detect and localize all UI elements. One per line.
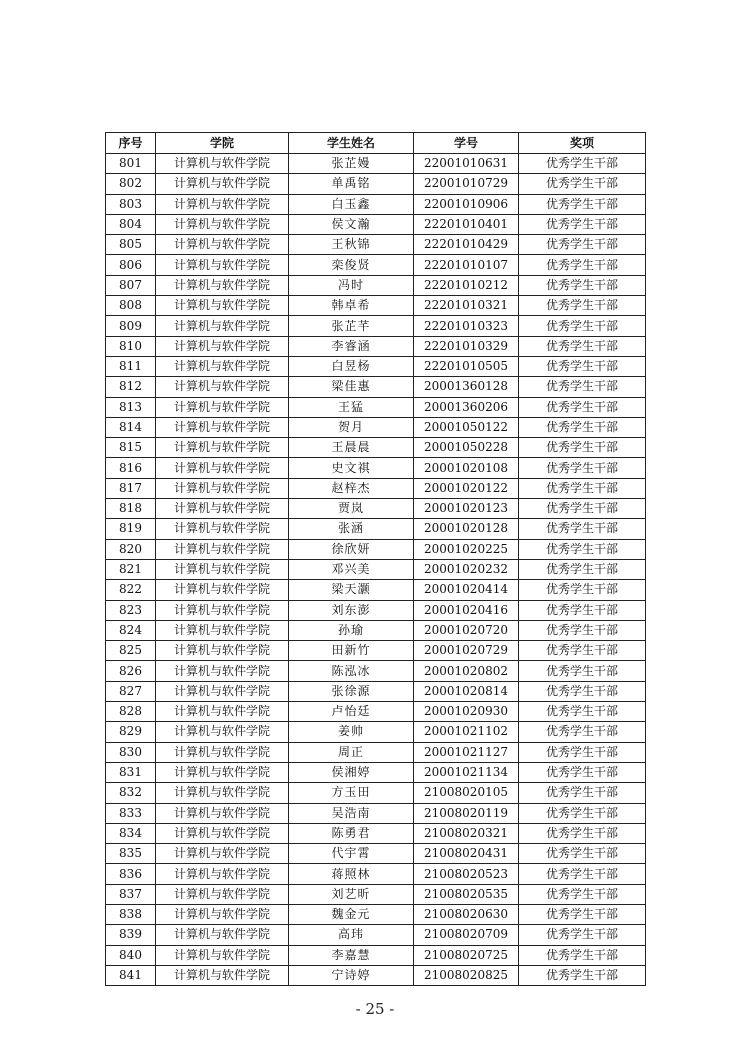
cell-college: 计算机与软件学院 xyxy=(156,235,289,255)
cell-college: 计算机与软件学院 xyxy=(156,296,289,316)
cell-name: 栾俊贤 xyxy=(289,255,414,275)
cell-college: 计算机与软件学院 xyxy=(156,275,289,295)
table-row xyxy=(106,620,646,640)
table-row xyxy=(106,275,646,295)
cell-college: 计算机与软件学院 xyxy=(156,539,289,559)
cell-award: 优秀学生干部 xyxy=(519,641,646,661)
cell-name: 史文祺 xyxy=(289,458,414,478)
cell-award: 优秀学生干部 xyxy=(519,296,646,316)
cell-college: 计算机与软件学院 xyxy=(156,438,289,458)
cell-award: 优秀学生干部 xyxy=(519,235,646,255)
cell-seq: 827 xyxy=(106,681,156,701)
cell-seq: 832 xyxy=(106,783,156,803)
cell-name: 吴浩南 xyxy=(289,803,414,823)
cell-seq: 818 xyxy=(106,499,156,519)
cell-seq: 840 xyxy=(106,945,156,965)
cell-award: 优秀学生干部 xyxy=(519,580,646,600)
cell-college: 计算机与软件学院 xyxy=(156,945,289,965)
cell-award: 优秀学生干部 xyxy=(519,681,646,701)
cell-name: 卢怡廷 xyxy=(289,702,414,722)
cell-award: 优秀学生干部 xyxy=(519,519,646,539)
table-row xyxy=(106,945,646,965)
cell-student-id: 20001020414 xyxy=(414,580,519,600)
cell-student-id: 20001020122 xyxy=(414,478,519,498)
cell-student-id: 22201010401 xyxy=(414,214,519,234)
cell-student-id: 21008020431 xyxy=(414,844,519,864)
cell-student-id: 20001050228 xyxy=(414,438,519,458)
cell-college: 计算机与软件学院 xyxy=(156,255,289,275)
table-row xyxy=(106,356,646,376)
table-row xyxy=(106,519,646,539)
header-award: 奖项 xyxy=(519,133,646,154)
cell-college: 计算机与软件学院 xyxy=(156,904,289,924)
table-row xyxy=(106,661,646,681)
cell-name: 周正 xyxy=(289,742,414,762)
cell-college: 计算机与软件学院 xyxy=(156,154,289,174)
cell-name: 白昱杨 xyxy=(289,356,414,376)
cell-student-id: 21008020119 xyxy=(414,803,519,823)
cell-award: 优秀学生干部 xyxy=(519,803,646,823)
cell-award: 优秀学生干部 xyxy=(519,884,646,904)
cell-college: 计算机与软件学院 xyxy=(156,559,289,579)
table-row xyxy=(106,864,646,884)
table-body xyxy=(106,154,646,986)
cell-college: 计算机与软件学院 xyxy=(156,844,289,864)
cell-college: 计算机与软件学院 xyxy=(156,356,289,376)
cell-student-id: 22201010107 xyxy=(414,255,519,275)
cell-name: 方玉田 xyxy=(289,783,414,803)
header-student-name: 学生姓名 xyxy=(289,133,414,154)
cell-seq: 820 xyxy=(106,539,156,559)
cell-college: 计算机与软件学院 xyxy=(156,681,289,701)
cell-name: 陈泓冰 xyxy=(289,661,414,681)
header-student-id: 学号 xyxy=(414,133,519,154)
cell-name: 梁天灏 xyxy=(289,580,414,600)
cell-award: 优秀学生干部 xyxy=(519,823,646,843)
cell-award: 优秀学生干部 xyxy=(519,499,646,519)
cell-award: 优秀学生干部 xyxy=(519,174,646,194)
cell-award: 优秀学生干部 xyxy=(519,255,646,275)
cell-seq: 808 xyxy=(106,296,156,316)
cell-seq: 831 xyxy=(106,762,156,782)
cell-award: 优秀学生干部 xyxy=(519,458,646,478)
cell-award: 优秀学生干部 xyxy=(519,316,646,336)
cell-student-id: 20001021134 xyxy=(414,762,519,782)
cell-name: 王秋锦 xyxy=(289,235,414,255)
cell-seq: 836 xyxy=(106,864,156,884)
cell-college: 计算机与软件学院 xyxy=(156,884,289,904)
cell-name: 李睿涵 xyxy=(289,336,414,356)
cell-student-id: 21008020825 xyxy=(414,965,519,985)
cell-seq: 816 xyxy=(106,458,156,478)
cell-student-id: 20001020225 xyxy=(414,539,519,559)
cell-award: 优秀学生干部 xyxy=(519,275,646,295)
cell-name: 魏金元 xyxy=(289,904,414,924)
cell-name: 姜帅 xyxy=(289,722,414,742)
table-row xyxy=(106,377,646,397)
cell-student-id: 20001020232 xyxy=(414,559,519,579)
cell-student-id: 22001010729 xyxy=(414,174,519,194)
cell-college: 计算机与软件学院 xyxy=(156,194,289,214)
cell-student-id: 20001020720 xyxy=(414,620,519,640)
cell-student-id: 21008020523 xyxy=(414,864,519,884)
cell-college: 计算机与软件学院 xyxy=(156,499,289,519)
cell-award: 优秀学生干部 xyxy=(519,377,646,397)
cell-award: 优秀学生干部 xyxy=(519,214,646,234)
cell-college: 计算机与软件学院 xyxy=(156,965,289,985)
cell-seq: 801 xyxy=(106,154,156,174)
cell-student-id: 20001020108 xyxy=(414,458,519,478)
table-row xyxy=(106,255,646,275)
cell-student-id: 20001020729 xyxy=(414,641,519,661)
cell-award: 优秀学生干部 xyxy=(519,438,646,458)
cell-college: 计算机与软件学院 xyxy=(156,823,289,843)
cell-student-id: 20001021127 xyxy=(414,742,519,762)
cell-seq: 829 xyxy=(106,722,156,742)
cell-seq: 828 xyxy=(106,702,156,722)
table-row xyxy=(106,174,646,194)
cell-college: 计算机与软件学院 xyxy=(156,925,289,945)
cell-student-id: 21008020535 xyxy=(414,884,519,904)
cell-student-id: 22001010906 xyxy=(414,194,519,214)
cell-seq: 822 xyxy=(106,580,156,600)
cell-seq: 837 xyxy=(106,884,156,904)
cell-seq: 839 xyxy=(106,925,156,945)
cell-college: 计算机与软件学院 xyxy=(156,458,289,478)
cell-award: 优秀学生干部 xyxy=(519,336,646,356)
header-college: 学院 xyxy=(156,133,289,154)
table-row xyxy=(106,235,646,255)
cell-seq: 823 xyxy=(106,600,156,620)
cell-seq: 803 xyxy=(106,194,156,214)
table-row xyxy=(106,925,646,945)
cell-name: 张涵 xyxy=(289,519,414,539)
cell-award: 优秀学生干部 xyxy=(519,194,646,214)
cell-student-id: 20001021102 xyxy=(414,722,519,742)
cell-name: 侯文瀚 xyxy=(289,214,414,234)
table-row xyxy=(106,580,646,600)
cell-seq: 811 xyxy=(106,356,156,376)
cell-seq: 826 xyxy=(106,661,156,681)
cell-award: 优秀学生干部 xyxy=(519,844,646,864)
cell-seq: 805 xyxy=(106,235,156,255)
table-row xyxy=(106,336,646,356)
table-row xyxy=(106,722,646,742)
cell-college: 计算机与软件学院 xyxy=(156,702,289,722)
cell-award: 优秀学生干部 xyxy=(519,742,646,762)
cell-name: 孙瑜 xyxy=(289,620,414,640)
table-row xyxy=(106,702,646,722)
table-row xyxy=(106,803,646,823)
cell-award: 优秀学生干部 xyxy=(519,559,646,579)
table-row xyxy=(106,965,646,985)
cell-award: 优秀学生干部 xyxy=(519,965,646,985)
table-row xyxy=(106,762,646,782)
cell-award: 优秀学生干部 xyxy=(519,154,646,174)
cell-college: 计算机与软件学院 xyxy=(156,620,289,640)
table-row xyxy=(106,742,646,762)
table-row xyxy=(106,417,646,437)
cell-student-id: 21008020321 xyxy=(414,823,519,843)
cell-name: 高玮 xyxy=(289,925,414,945)
table-row xyxy=(106,438,646,458)
cell-award: 优秀学生干部 xyxy=(519,904,646,924)
cell-name: 陈勇君 xyxy=(289,823,414,843)
cell-student-id: 20001020128 xyxy=(414,519,519,539)
cell-student-id: 22201010323 xyxy=(414,316,519,336)
cell-seq: 802 xyxy=(106,174,156,194)
cell-college: 计算机与软件学院 xyxy=(156,417,289,437)
cell-college: 计算机与软件学院 xyxy=(156,864,289,884)
cell-seq: 833 xyxy=(106,803,156,823)
cell-college: 计算机与软件学院 xyxy=(156,580,289,600)
table-row xyxy=(106,154,646,174)
cell-student-id: 20001360206 xyxy=(414,397,519,417)
cell-name: 代宇霄 xyxy=(289,844,414,864)
cell-name: 王猛 xyxy=(289,397,414,417)
cell-college: 计算机与软件学院 xyxy=(156,722,289,742)
table-row xyxy=(106,823,646,843)
cell-seq: 813 xyxy=(106,397,156,417)
cell-name: 侯湘婷 xyxy=(289,762,414,782)
cell-name: 贾岚 xyxy=(289,499,414,519)
cell-seq: 806 xyxy=(106,255,156,275)
table-row xyxy=(106,478,646,498)
cell-seq: 817 xyxy=(106,478,156,498)
cell-college: 计算机与软件学院 xyxy=(156,783,289,803)
cell-student-id: 22201010212 xyxy=(414,275,519,295)
cell-student-id: 22001010631 xyxy=(414,154,519,174)
cell-seq: 810 xyxy=(106,336,156,356)
table-row xyxy=(106,844,646,864)
table-row xyxy=(106,641,646,661)
cell-college: 计算机与软件学院 xyxy=(156,478,289,498)
cell-award: 优秀学生干部 xyxy=(519,722,646,742)
cell-award: 优秀学生干部 xyxy=(519,620,646,640)
cell-college: 计算机与软件学院 xyxy=(156,214,289,234)
table-row xyxy=(106,316,646,336)
cell-college: 计算机与软件学院 xyxy=(156,742,289,762)
cell-award: 优秀学生干部 xyxy=(519,661,646,681)
cell-award: 优秀学生干部 xyxy=(519,417,646,437)
cell-student-id: 20001020814 xyxy=(414,681,519,701)
cell-student-id: 20001360128 xyxy=(414,377,519,397)
cell-name: 王晨晨 xyxy=(289,438,414,458)
cell-college: 计算机与软件学院 xyxy=(156,803,289,823)
table-row xyxy=(106,783,646,803)
page-number: - 25 - xyxy=(355,1000,395,1018)
cell-award: 优秀学生干部 xyxy=(519,783,646,803)
cell-seq: 824 xyxy=(106,620,156,640)
cell-student-id: 22201010321 xyxy=(414,296,519,316)
cell-name: 冯时 xyxy=(289,275,414,295)
table-header-row xyxy=(106,133,646,154)
table-row xyxy=(106,904,646,924)
cell-college: 计算机与软件学院 xyxy=(156,397,289,417)
cell-name: 张芷嫚 xyxy=(289,154,414,174)
table-row xyxy=(106,539,646,559)
cell-award: 优秀学生干部 xyxy=(519,356,646,376)
table-row xyxy=(106,214,646,234)
cell-college: 计算机与软件学院 xyxy=(156,519,289,539)
cell-student-id: 22201010505 xyxy=(414,356,519,376)
cell-seq: 812 xyxy=(106,377,156,397)
cell-student-id: 21008020725 xyxy=(414,945,519,965)
cell-seq: 821 xyxy=(106,559,156,579)
cell-award: 优秀学生干部 xyxy=(519,600,646,620)
table-row xyxy=(106,600,646,620)
cell-student-id: 20001050122 xyxy=(414,417,519,437)
cell-name: 田新竹 xyxy=(289,641,414,661)
cell-name: 徐欣妍 xyxy=(289,539,414,559)
cell-student-id: 21008020709 xyxy=(414,925,519,945)
cell-college: 计算机与软件学院 xyxy=(156,377,289,397)
cell-student-id: 21008020630 xyxy=(414,904,519,924)
table-row xyxy=(106,499,646,519)
cell-name: 韩卓希 xyxy=(289,296,414,316)
cell-award: 优秀学生干部 xyxy=(519,945,646,965)
cell-name: 白玉鑫 xyxy=(289,194,414,214)
cell-name: 刘艺昕 xyxy=(289,884,414,904)
cell-name: 贺月 xyxy=(289,417,414,437)
cell-seq: 835 xyxy=(106,844,156,864)
cell-name: 宁诗婷 xyxy=(289,965,414,985)
cell-student-id: 20001020416 xyxy=(414,600,519,620)
cell-student-id: 21008020105 xyxy=(414,783,519,803)
cell-name: 李嘉慧 xyxy=(289,945,414,965)
cell-name: 赵梓杰 xyxy=(289,478,414,498)
cell-college: 计算机与软件学院 xyxy=(156,600,289,620)
cell-seq: 841 xyxy=(106,965,156,985)
cell-student-id: 20001020123 xyxy=(414,499,519,519)
cell-award: 优秀学生干部 xyxy=(519,397,646,417)
cell-college: 计算机与软件学院 xyxy=(156,336,289,356)
cell-name: 刘东澎 xyxy=(289,600,414,620)
table-row xyxy=(106,296,646,316)
cell-seq: 807 xyxy=(106,275,156,295)
cell-seq: 809 xyxy=(106,316,156,336)
table-row xyxy=(106,559,646,579)
cell-name: 邓兴美 xyxy=(289,559,414,579)
cell-name: 张芷芊 xyxy=(289,316,414,336)
cell-name: 张徐源 xyxy=(289,681,414,701)
cell-seq: 834 xyxy=(106,823,156,843)
cell-award: 优秀学生干部 xyxy=(519,864,646,884)
cell-seq: 819 xyxy=(106,519,156,539)
cell-college: 计算机与软件学院 xyxy=(156,316,289,336)
cell-name: 单禹铭 xyxy=(289,174,414,194)
cell-seq: 815 xyxy=(106,438,156,458)
cell-award: 优秀学生干部 xyxy=(519,925,646,945)
cell-college: 计算机与软件学院 xyxy=(156,661,289,681)
cell-student-id: 22201010429 xyxy=(414,235,519,255)
cell-student-id: 20001020802 xyxy=(414,661,519,681)
cell-name: 蒋照林 xyxy=(289,864,414,884)
header-seq: 序号 xyxy=(106,133,156,154)
cell-award: 优秀学生干部 xyxy=(519,539,646,559)
cell-seq: 838 xyxy=(106,904,156,924)
cell-college: 计算机与软件学院 xyxy=(156,641,289,661)
cell-seq: 830 xyxy=(106,742,156,762)
table-row xyxy=(106,397,646,417)
table-row xyxy=(106,681,646,701)
cell-college: 计算机与软件学院 xyxy=(156,762,289,782)
cell-seq: 814 xyxy=(106,417,156,437)
cell-seq: 804 xyxy=(106,214,156,234)
table-row xyxy=(106,884,646,904)
cell-award: 优秀学生干部 xyxy=(519,762,646,782)
cell-seq: 825 xyxy=(106,641,156,661)
cell-college: 计算机与软件学院 xyxy=(156,174,289,194)
table-row xyxy=(106,458,646,478)
cell-award: 优秀学生干部 xyxy=(519,478,646,498)
cell-name: 梁佳惠 xyxy=(289,377,414,397)
cell-student-id: 20001020930 xyxy=(414,702,519,722)
table-row xyxy=(106,194,646,214)
cell-student-id: 22201010329 xyxy=(414,336,519,356)
cell-award: 优秀学生干部 xyxy=(519,702,646,722)
awards-table xyxy=(105,132,646,986)
